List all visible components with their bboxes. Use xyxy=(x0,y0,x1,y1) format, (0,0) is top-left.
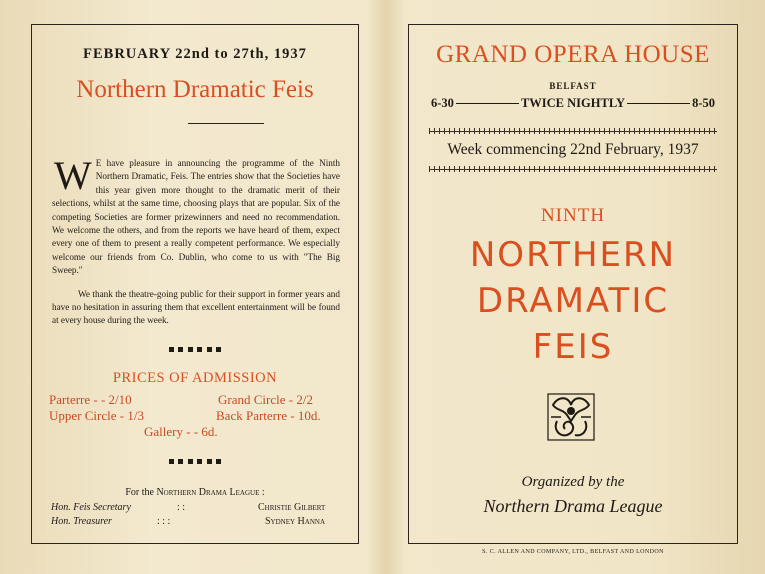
league-line: For the Northern Drama League : xyxy=(125,487,265,498)
organizer-name: Northern Drama League xyxy=(483,496,663,516)
officer-sep-treasurer: : : : xyxy=(157,516,171,527)
celtic-emblem-icon xyxy=(545,391,597,443)
price-back-parterre: Back Parterre - 10d. xyxy=(216,408,321,423)
title-divider xyxy=(188,123,264,124)
price-parterre: Parterre - - 2/10 xyxy=(49,392,132,407)
intro-paragraph-2: We thank the theatre-going public for their support in former years and have no hesitation in assuring them that excellent entertainment will be found at every house during the week. xyxy=(52,288,340,326)
left-title: Northern Dramatic Feis xyxy=(76,76,314,103)
officer-name-secretary: Christie Gilbert xyxy=(258,502,326,513)
headline-northern: NORTHERN xyxy=(469,235,677,275)
officer-sep-secretary: : : xyxy=(177,502,186,513)
decorative-border-top xyxy=(429,128,717,134)
time-line-left xyxy=(456,103,519,104)
prices-heading: PRICES OF ADMISSION xyxy=(112,370,278,386)
week-commencing: Week commencing 22nd February, 1937 xyxy=(447,141,699,158)
price-gallery: Gallery - - 6d. xyxy=(144,424,218,439)
officer-name-treasurer: Sydney Hanna xyxy=(265,516,326,527)
ornament-dots-top xyxy=(32,343,358,355)
league-name: Northern Drama League xyxy=(156,487,260,498)
show-times xyxy=(431,96,715,111)
organized-by: Organized by the xyxy=(521,474,625,490)
time-line-right xyxy=(627,103,690,104)
headline-dramatic: DRAMATIC xyxy=(476,281,670,321)
price-upper-circle: Upper Circle - 1/3 xyxy=(49,408,144,423)
theatre-name: GRAND OPERA HOUSE xyxy=(436,41,710,68)
drop-cap: W xyxy=(54,153,92,198)
headline-feis: FEIS xyxy=(532,327,614,367)
right-page xyxy=(408,24,738,544)
ninth-label: NINTH xyxy=(540,205,606,226)
price-grand-circle: Grand Circle - 2/2 xyxy=(218,392,313,407)
twice-nightly: TWICE NIGHTLY xyxy=(520,96,626,110)
theatre-city: BELFAST xyxy=(549,81,597,91)
intro-paragraph-1: E have pleasure in announcing the programme of the Ninth Northern Dramatic, Feis. The entries show that the Societies have this year given more thought to the dramatic merit of their selections, whilst at the same time, choosing plays that are popular. Six of the competing Societies are former prizewinners and need no recommendation. We welcome the others, and from the reports we have heard of them, expect every one of them to present a really competent performance. We especially welcome our friends from Co. Dublin, who come to us with "The Big Sweep." xyxy=(52,158,340,276)
officer-role-treasurer: Hon. Treasurer xyxy=(51,516,112,527)
intro-text xyxy=(52,153,340,328)
date-heading: FEBRUARY 22nd to 27th, 1937 xyxy=(83,46,307,62)
time-start: 6-30 xyxy=(431,96,454,110)
ornament-dots-bottom xyxy=(32,455,358,467)
left-page xyxy=(31,24,359,544)
printer-credit: S. C. ALLEN AND COMPANY, LTD., BELFAST AND LONDON xyxy=(482,549,664,555)
time-end: 8-50 xyxy=(692,96,715,110)
officer-role-secretary: Hon. Feis Secretary xyxy=(51,502,131,513)
decorative-border-bottom xyxy=(429,166,717,172)
